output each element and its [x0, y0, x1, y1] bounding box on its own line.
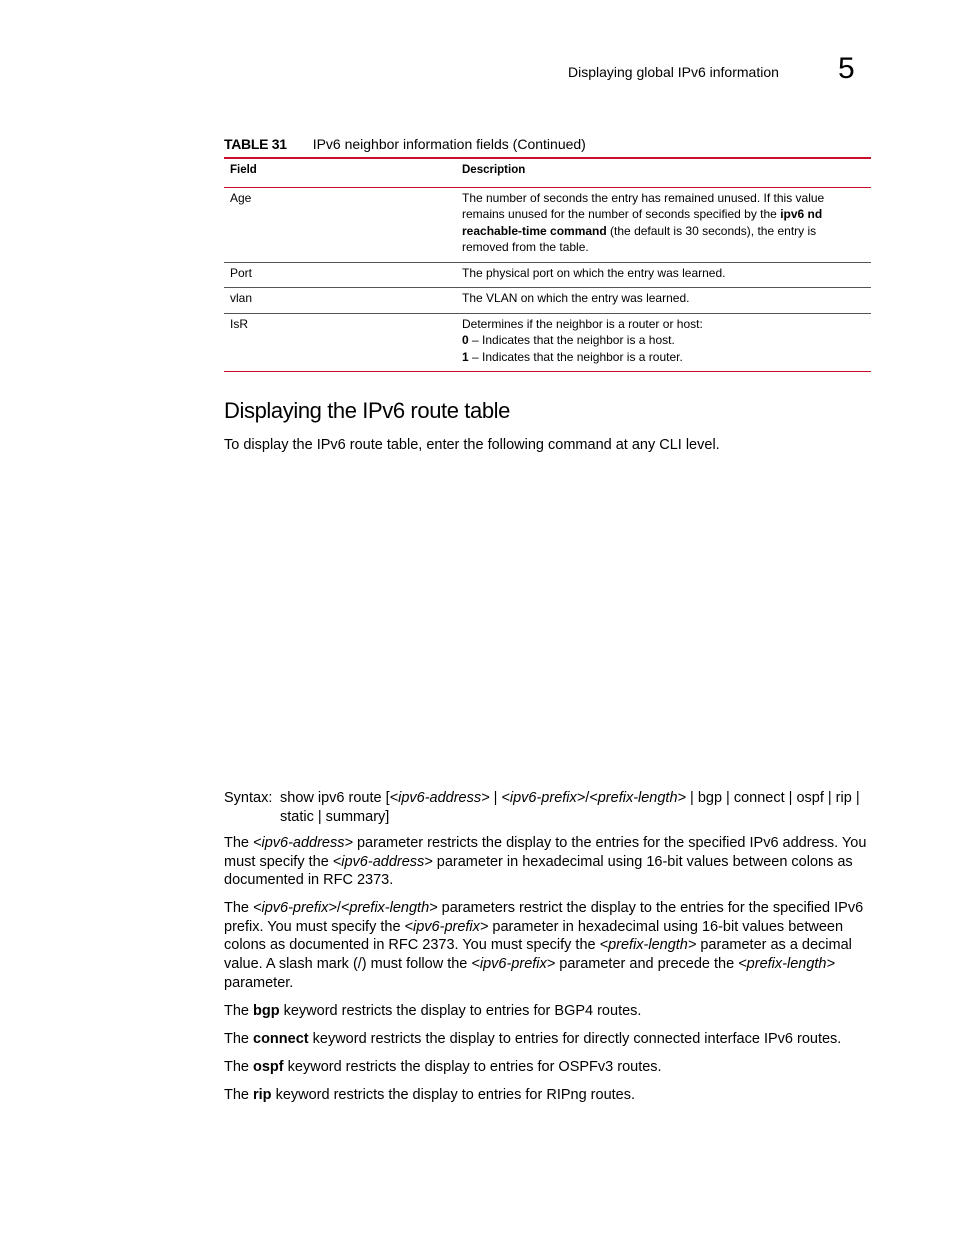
- chapter-number: 5: [838, 52, 855, 85]
- paragraph-rip: [224, 1086, 870, 1105]
- param: <prefix-length>: [599, 937, 697, 954]
- syntax-bracket: [: [381, 790, 390, 806]
- text: The: [224, 900, 254, 916]
- value-item-router: [462, 349, 865, 366]
- text: The: [224, 835, 254, 851]
- text: keyword restricts the display to entries for BGP4 routes.: [279, 1003, 642, 1019]
- text: parameter restricts the display to the entries for the specified IPv6 address. You must specify the: [224, 835, 867, 870]
- syntax-slash: /: [585, 790, 590, 806]
- text: parameters restrict the display to the entries for the specified IPv6 prefix. You must specify the: [224, 900, 864, 935]
- text: keyword restricts the display to entries for OSPFv3 routes.: [283, 1059, 662, 1075]
- value-text: – Indicates that the neighbor is a router.: [468, 349, 683, 364]
- paragraph-ospf: [224, 1058, 870, 1077]
- syntax-pipe: |: [489, 790, 502, 806]
- field-cell: vlan: [230, 291, 253, 305]
- syntax-command: [280, 789, 870, 827]
- column-header-description: Description: [462, 164, 526, 176]
- table-caption-title: IPv6 neighbor information fields (Continued): [312, 136, 586, 152]
- paragraph-ipv6-prefix: [224, 899, 870, 993]
- text: /: [336, 900, 341, 916]
- param: <ipv6-prefix>: [404, 918, 489, 935]
- table-row: [224, 288, 871, 314]
- text: parameter in hexadecimal using 16-bit values between colons as documented in RFC 2373. You must specify the: [224, 918, 844, 954]
- text: parameter as a decimal value. A slash mark (/) must follow the: [224, 937, 852, 973]
- neighbor-info-table: [224, 157, 871, 372]
- text: The: [224, 1031, 254, 1047]
- table-row: [224, 262, 871, 288]
- param: <ipv6-prefix>: [471, 956, 556, 973]
- intro-paragraph: To display the IPv6 route table, enter the following command at any CLI level.: [224, 437, 720, 453]
- table-caption: [224, 136, 586, 152]
- paragraph-connect: [224, 1030, 870, 1049]
- paragraph-ipv6-address: [224, 834, 870, 890]
- text: The: [224, 1059, 254, 1075]
- field-cell: Port: [230, 265, 253, 280]
- description-cell: [456, 313, 871, 372]
- syntax-arg: <ipv6-address>: [389, 790, 490, 806]
- description-text: Determines if the neighbor is a router or host:: [462, 316, 703, 331]
- keyword: ospf: [253, 1059, 284, 1075]
- value-item-host: [462, 332, 865, 349]
- field-cell: Age: [230, 190, 252, 205]
- syntax-cmd: show ipv6 route: [280, 790, 382, 806]
- text: parameter and precede the: [555, 956, 739, 973]
- text: The: [224, 1087, 254, 1103]
- syntax-label: Syntax:: [224, 790, 273, 806]
- text: keyword restricts the display to entries for directly connected interface IPv6 routes.: [308, 1031, 842, 1047]
- column-header-field: Field: [230, 164, 257, 176]
- table-row: [224, 313, 871, 372]
- command-keyword: ipv6 nd reachable-time command: [462, 207, 823, 238]
- table-row: [224, 187, 871, 262]
- table-caption-label: TABLE 31: [224, 136, 287, 152]
- description-cell: The VLAN on which the entry was learned.: [462, 291, 690, 305]
- value-code: 0: [462, 333, 469, 347]
- description-text: (the default is 30 seconds), the entry is removed from the table.: [462, 223, 817, 254]
- text: parameter.: [224, 974, 294, 991]
- description-text: The number of seconds the entry has remained unused. If this value remains unused for the number of seconds specified by the: [462, 190, 825, 221]
- param: <prefix-length>: [340, 900, 438, 916]
- param: <prefix-length>: [738, 956, 835, 973]
- syntax-rest: | bgp | connect | ospf | rip | static | summary]: [280, 790, 860, 825]
- keyword: connect: [253, 1031, 309, 1047]
- paragraph-bgp: [224, 1002, 870, 1021]
- keyword: bgp: [253, 1003, 280, 1019]
- syntax-arg: <prefix-length>: [589, 790, 686, 806]
- param: <ipv6-prefix>: [253, 900, 337, 916]
- param: <ipv6-address>: [332, 853, 433, 870]
- field-cell: IsR: [230, 316, 248, 331]
- keyword: rip: [253, 1087, 272, 1103]
- description-cell: The physical port on which the entry was learned.: [462, 265, 726, 280]
- param: <ipv6-address>: [253, 835, 353, 851]
- table-header-row: [224, 158, 871, 187]
- text: The: [224, 1003, 254, 1019]
- value-code: 1: [462, 349, 469, 364]
- text: keyword restricts the display to entries for RIPng routes.: [271, 1087, 636, 1103]
- value-text: – Indicates that the neighbor is a host.: [468, 333, 675, 347]
- syntax-block: [224, 789, 870, 827]
- description-cell: [456, 187, 871, 262]
- syntax-arg: <ipv6-prefix>: [501, 790, 586, 806]
- text: parameter in hexadecimal using 16-bit values between colons as documented in RFC 2373.: [224, 853, 853, 889]
- section-heading: Displaying the IPv6 route table: [224, 398, 510, 423]
- running-header: Displaying global IPv6 information: [568, 64, 779, 80]
